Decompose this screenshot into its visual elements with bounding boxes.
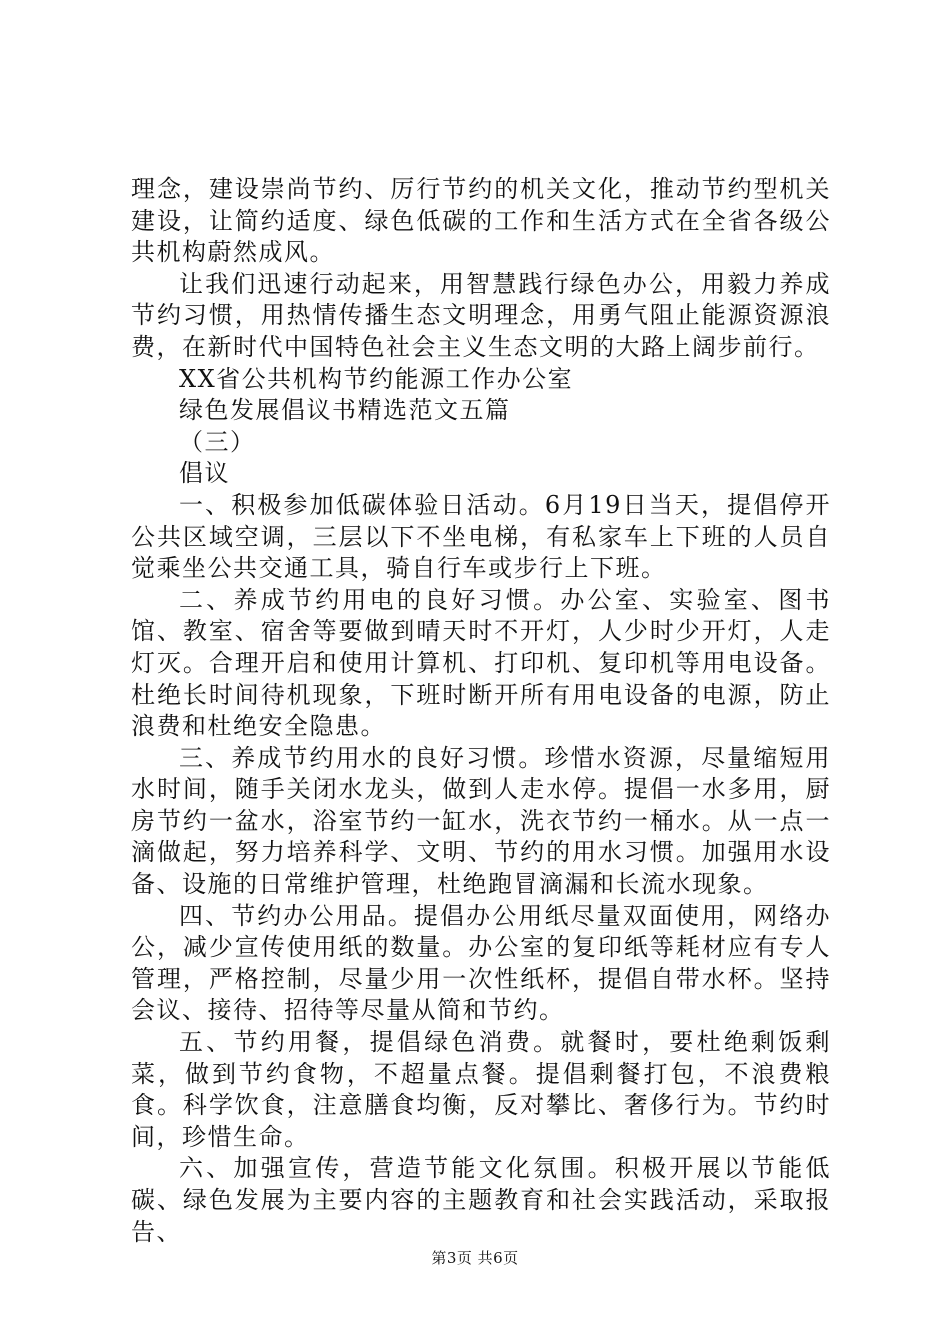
proposal-item-6: 六、加强宣传，营造节能文化氛围。积极开展以节能低碳、绿色发展为主要内容的主题教育和社会实践活动，采取报告、 [131,1154,831,1246]
proposal-item-5: 五、节约用餐，提倡绿色消费。就餐时，要杜绝剩饭剩菜，做到节约食物，不超量点餐。提倡剩餐打包，不浪费粮食。科学饮食，注意膳食均衡，反对攀比、奢侈行为。节约时间，珍惜生命。 [131,1028,831,1151]
proposal-item-3: 三、养成节约用水的良好习惯。珍惜水资源，尽量缩短用水时间，随手关闭水龙头，做到人走水停。提倡一水多用，厨房节约一盆水，浴室节约一缸水，洗衣节约一桶水。从一点一滴做起，努力培养科学、文明、节约的用水习惯。加强用水设备、设施的日常维护管理，杜绝跑冒滴漏和长流水现象。 [131,743,831,899]
paragraph-call-to-action: 让我们迅速行动起来，用智慧践行绿色办公，用毅力养成节约习惯，用热情传播生态文明理念，用勇气阻止能源资源浪费，在新时代中国特色社会主义生态文明的大路上阔步前行。 [131,269,831,361]
page-number-footer: 第3页 共6页 [431,1249,519,1267]
paragraph-continuation: 理念，建设崇尚节约、厉行节约的机关文化，推动节约型机关建设，让简约适度、绿色低碳的工作和生活方式在全省各级公共机构蔚然成风。 [131,175,831,267]
proposal-heading: 倡议 [179,459,230,488]
document-body [131,174,831,1248]
section-number: （三） [179,427,256,456]
section-title: 绿色发展倡议书精选范文五篇 [179,396,511,425]
proposal-item-4: 四、节约办公用品。提倡办公用纸尽量双面使用，网络办公，减少宣传使用纸的数量。办公室的复印纸等耗材应有专人管理，严格控制，尽量少用一次性纸杯，提倡自带水杯。坚持会议、接待、招待等尽量从简和节约。 [131,901,831,1025]
proposal-item-2: 二、养成节约用电的良好习惯。办公室、实验室、图书馆、教室、宿舍等要做到晴天时不开灯，人少时少开灯，人走灯灭。合理开启和使用计算机、打印机、复印机等用电设备。杜绝长时间待机现象，下班时断开所有用电设备的电源，防止浪费和杜绝安全隐患。 [131,585,831,741]
signature-office: XX省公共机构节约能源工作办公室 [179,364,574,393]
proposal-item-1: 一、积极参加低碳体验日活动。6月19日当天，提倡停开公共区域空调，三层以下不坐电梯，有私家车上下班的人员自觉乘坐公共交通工具，骑自行车或步行上下班。 [131,490,831,583]
